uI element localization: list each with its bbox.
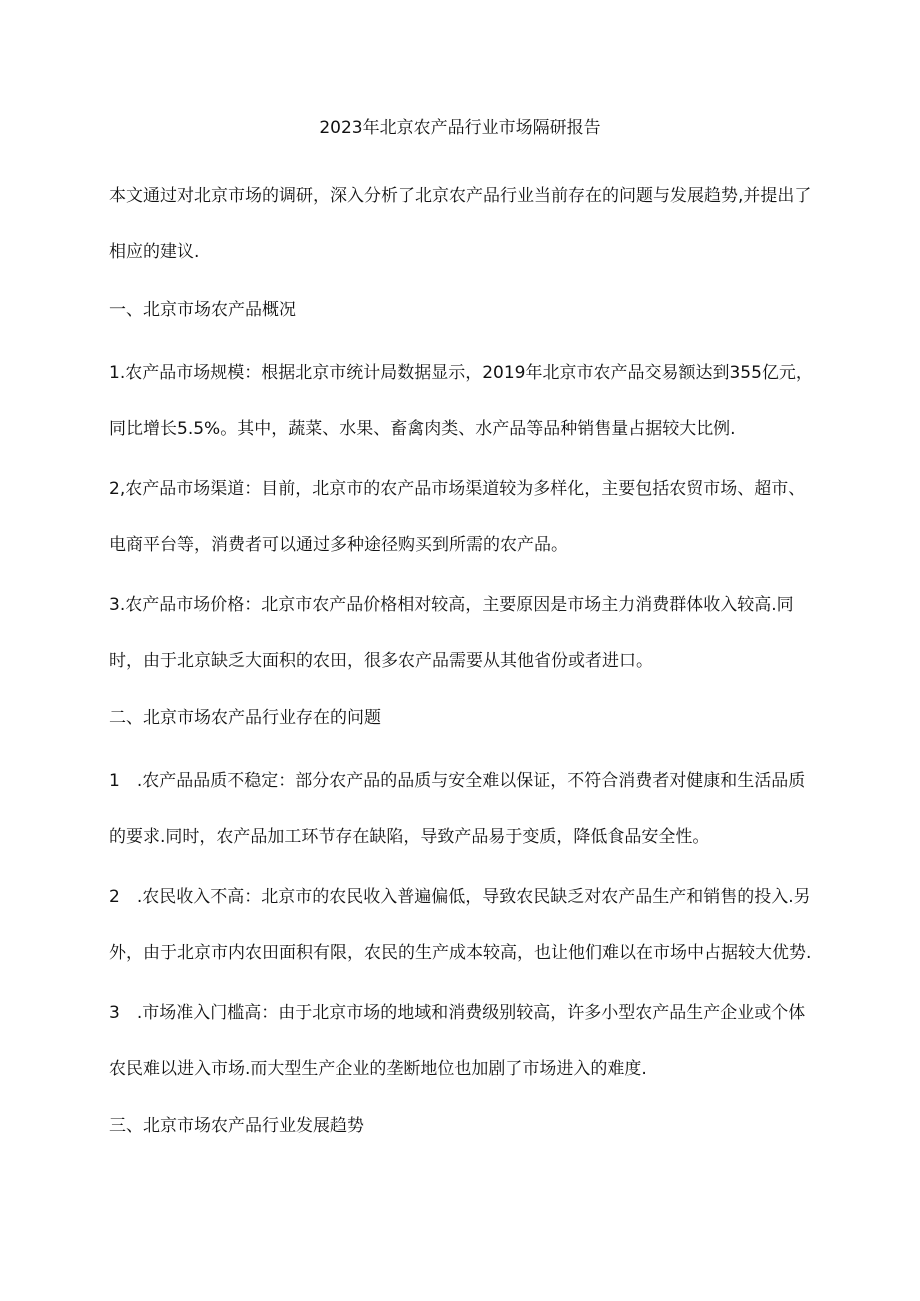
paragraph-line: 电商平台等，消费者可以通过多种途径购买到所需的农产品。	[109, 535, 568, 555]
paragraph-line: 2 .农民收入不高：北京市的农民收入普遍偏低，导致农民缺乏对农产品生产和销售的投入.另	[109, 887, 811, 907]
paragraph-line: 外，由于北京市内农田面积有限，农民的生产成本较高，也让他们难以在市场中占据较大优势.	[109, 943, 812, 963]
section-heading-overview: 一、北京市场农产品概况	[109, 300, 296, 320]
paragraph-market-scale	[109, 345, 814, 457]
paragraph-line: 3 .市场准入门槛高：由于北京市场的地域和消费级别较高，许多小型农产品生产企业或个体	[109, 1003, 806, 1023]
paragraph-line: 农民难以进入市场.而大型生产企业的垄断地位也加剧了市场进入的难度.	[109, 1059, 647, 1079]
paragraph-quality-issue	[109, 753, 814, 865]
section-heading-trends: 三、北京市场农产品行业发展趋势	[109, 1116, 364, 1136]
paragraph-line: 本文通过对北京市场的调研，深入分析了北京农产品行业当前存在的问题与发展趋势,并提出了	[109, 186, 812, 206]
document-title: 2023年北京农产品行业市场隔研报告	[319, 118, 601, 138]
paragraph-line: 1 .农产品品质不稳定：部分农产品的品质与安全难以保证，不符合消费者对健康和生活品质	[109, 771, 806, 791]
paragraph-line: 同比增长5.5%。其中，蔬菜、水果、畜禽肉类、水产品等品种销售量占据较大比例.	[109, 419, 736, 439]
paragraph-line: 的要求.同时，农产品加工环节存在缺陷，导致产品易于变质，降低食品安全性。	[109, 827, 710, 847]
paragraph-income-issue	[109, 869, 814, 981]
paragraph-line: 2,农产品市场渠道：目前，北京市的农产品市场渠道较为多样化，主要包括农贸市场、超市、	[109, 479, 806, 499]
paragraph-line: 3.农产品市场价格：北京市农产品价格相对较高，主要原因是市场主力消费群体收入较高.同	[109, 595, 794, 615]
paragraph-entry-barrier	[109, 985, 814, 1097]
paragraph-line: 时，由于北京缺乏大面积的农田，很多农产品需要从其他省份或者进口。	[109, 651, 653, 671]
paragraph-market-channels	[109, 461, 814, 573]
paragraph-market-prices	[109, 577, 814, 689]
paragraph-line: 1.农产品市场规模：根据北京市统计局数据显示，2019年北京市农产品交易额达到355亿元，	[109, 363, 813, 383]
paragraph-line: 相应的建议.	[109, 242, 200, 262]
section-heading-problems: 二、北京市场农产品行业存在的问题	[109, 708, 381, 728]
intro-paragraph	[109, 168, 814, 280]
